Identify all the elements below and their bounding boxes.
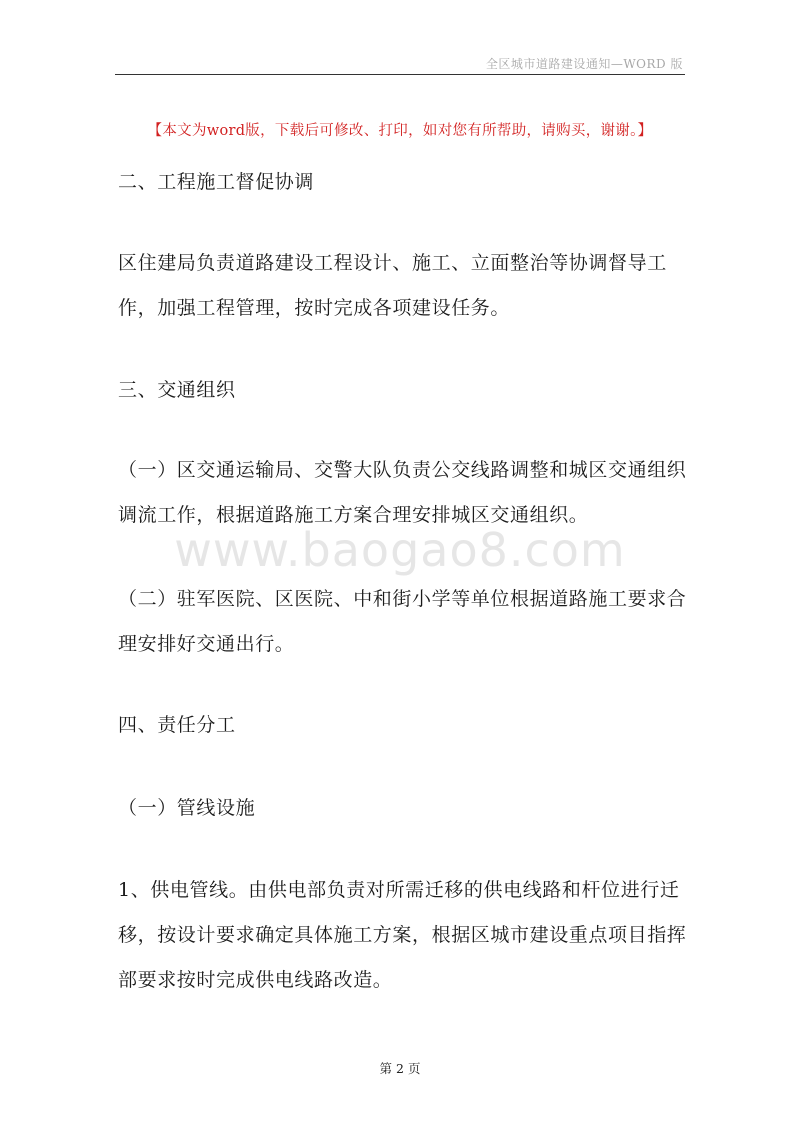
section-3-item-2: （二）驻军医院、区医院、中和街小学等单位根据道路施工要求合理安排好交通出行。 — [118, 588, 687, 655]
watermark: www.baogao8.com — [174, 523, 626, 577]
section-body-2: 区住建局负责道路建设工程设计、施工、立面整治等协调督导工作，加强工程管理，按时完成各项建设任务。 — [118, 252, 667, 319]
section-heading-2: 二、工程施工督促协调 — [118, 171, 315, 193]
section-4-item-1: 1、供电管线。由供电部负责对所需迁移的供电线路和杆位进行迁移，按设计要求确定具体施工方案，根据区城市建设重点项目指挥部要求按时完成供电线路改造。 — [118, 879, 687, 991]
purchase-notice: 【本文为word版，下载后可修改、打印，如对您有所帮助，请购买，谢谢。】 — [147, 123, 653, 139]
header-doc-title: 全区城市道路建设通知—WORD 版 — [485, 57, 683, 71]
page-number: 第 2 页 — [379, 1061, 421, 1076]
section-4-subheading-1: （一）管线设施 — [118, 797, 256, 819]
section-3-item-1: （一）区交通运输局、交警大队负责公交线路调整和城区交通组织调流工作，根据道路施工方案合理安排城区交通组织。 — [118, 459, 687, 526]
header-divider — [115, 74, 685, 75]
section-heading-4: 四、责任分工 — [118, 714, 236, 736]
section-heading-3: 三、交通组织 — [118, 379, 236, 401]
